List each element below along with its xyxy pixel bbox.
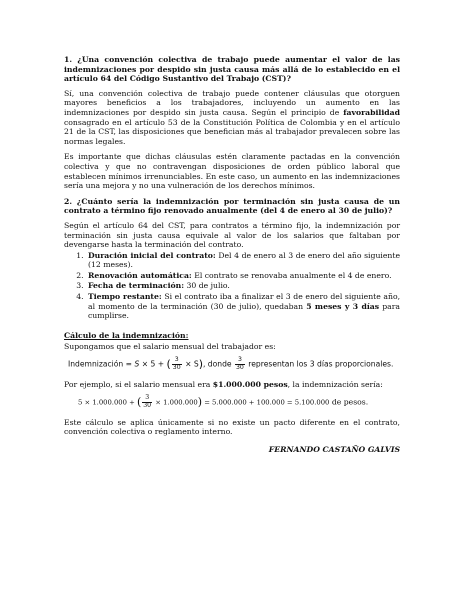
question-2-title: 2. ¿Cuánto sería la indemnización por terminación sin justa causa de un contrato a término fijo renovado anualmente (del 4 de enero al 30 de julio)? (64, 196, 400, 216)
fraction-3-30-example: $\frac{3}{30}$ (143, 394, 152, 410)
answer-2-intro: Según el artículo 64 del CST, para contratos a término fijo, la indemnización por terminación sin justa causa equivale al valor de los salarios que faltaban por devengarse hasta la terminación del contrato. (64, 220, 400, 250)
example-paragraph: Por ejemplo, si el salario mensual era $1.000.000 pesos, la indemnización sería: (64, 379, 383, 389)
example-formula: 5 × 1.000.000 + ( $\frac{3}{30}$ × 1.000.000) = 5.000.000 + 100.000 = 5.100.000 de pesos. (78, 394, 369, 410)
list-item: 2. Renovación automática: El contrato se renovaba anualmente el 4 de enero. (86, 271, 400, 281)
list-item: 4. Tiempo restante: Si el contrato iba a finalizar el 3 de enero del siguiente año, al momento de la terminación (30 de julio), quedaban 5 meses y 3 días para cumplirse. (86, 292, 400, 321)
applicability-note: Este cálculo se aplica únicamente si no existe un pacto diferente en el contrato, convención colectiva o reglamento interno. (64, 417, 400, 437)
answer-1-text-a: Sí, una convención colectiva de trabajo puede contener cláusulas que otorguen mayores beneficios a los trabajadores, incluyendo un aumento en las indemnizaciones por despido sin justa causa. Según el principio de (64, 88, 400, 117)
list-item: 3. Fecha de terminación: 30 de julio. (86, 281, 400, 291)
question-1-title: 1. ¿Una convención colectiva de trabajo puede aumentar el valor de las indemnizaciones por despido sin justa causa más allá de lo establecido en el artículo 64 del Código Sustantivo del Trabajo (CST)? (64, 55, 400, 84)
salary-assumption: Supongamos que el salario mensual del trabajador es: (64, 342, 276, 352)
list-item: 1. Duración inicial del contrato: Del 4 de enero al 3 de enero del año siguiente (12 meses). (86, 251, 400, 270)
answer-1-paragraph-1 (64, 89, 400, 147)
indemnity-formula: Indemnización = S × 5 + ( $\frac{3}{30}$ × S), donde $\frac{3}{30}$ representan los 3 días proporcionales. (68, 356, 394, 371)
answer-1-paragraph-2: Es importante que dichas cláusulas estén claramente pactadas en la convención colectiva y que no contravengan disposiciones de orden público laboral que establecen mínimos irrenunciables. En este caso, un aumento en las indemnizaciones sería una mejora y no una vulneración de los derechos mínimos. (64, 152, 400, 191)
document-page (64, 55, 400, 455)
fraction-3-30-inline: $\frac{3}{30}$ (236, 356, 244, 371)
contract-details-list (64, 251, 400, 321)
favorabilidad-term: favorabilidad (343, 107, 400, 117)
answer-1-text-b: consagrado en el artículo 53 de la Constitución Política de Colombia y en el artículo 21 de la CST, las disposiciones que benefician más al trabajador prevalecen sobre las normas legales. (64, 117, 400, 146)
fraction-3-30: $\frac{3}{30}$ (172, 356, 181, 371)
author-signature: FERNANDO CASTAÑO GALVIS (268, 445, 400, 454)
calculation-heading: Cálculo de la indemnización: (64, 330, 189, 340)
example-salary: $1.000.000 pesos (212, 379, 288, 389)
